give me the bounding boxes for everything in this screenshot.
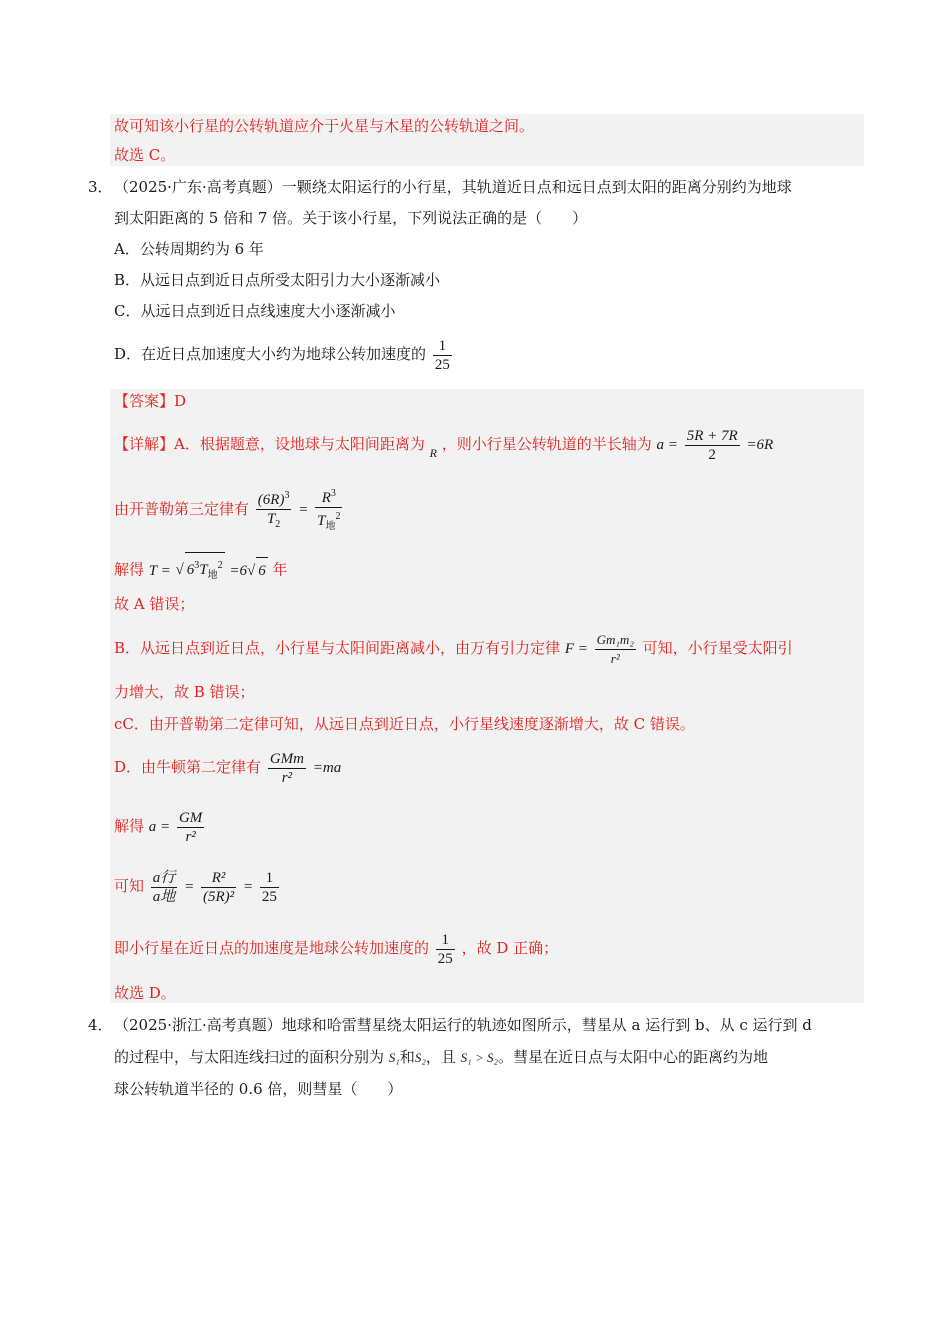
q3-detail-line12: 故选 D。 — [114, 984, 176, 1002]
q3-detail-line10: 可知 $\frac{\text{a行}}{\text{a地}}$ = $\frac{\text{R²}}{\text{(5R)²}}$ = $\frac{1}{25}$ — [114, 869, 277, 905]
q3-option-d-text: D．在近日点加速度大小约为地球公转加速度的 — [114, 345, 427, 363]
kepler-left-fraction: $\frac{(6R)^3}{T_2}$ — [256, 487, 292, 534]
q3-detail-line1: 【详解】A．根据题意，设地球与太阳间距离为 R ，则小行星公转轨道的半长轴为 a = $\frac{5R + 7R}{2}$ =6R — [114, 427, 774, 463]
q4-stem-line3: 球公转轨道半径的 0.6 倍，则彗星（ ） — [114, 1080, 403, 1098]
acceleration-fraction: $\frac{GM}{\text{r²}}$ — [178, 809, 203, 845]
ratio-fraction-2: $\frac{\text{R²}}{\text{(5R)²}}$ — [203, 869, 235, 905]
q3-detail-line2: 由开普勒第三定律有 $\frac{(6R)^3}{T_2}$ = $\frac{R^3}{T_地^2}$ — [114, 484, 344, 536]
q3-detail-line4: 故 A 错误； — [114, 595, 195, 613]
q3-option-d-fraction: $\frac{1}{25}$ — [434, 337, 450, 373]
q3-option-b[interactable]: B．从远日点到近日点所受太阳引力大小逐渐减小 — [114, 271, 441, 289]
q3-detail-line8: D．由牛顿第二定律有 $\frac{\text{GMm}}{\text{r²}}$ =ma — [114, 750, 342, 786]
conclusion-line: 故可知该小行星的公转轨道应介于火星与木星的公转轨道之间。 — [114, 117, 535, 135]
q3-option-d[interactable] — [114, 332, 454, 376]
q3-detail-line6: 力增大，故 B 错误； — [114, 683, 255, 701]
ratio-fraction-1: $\frac{\text{a行}}{\text{a地}}$ — [152, 869, 176, 905]
q3-detail-line7: cC．由开普勒第二定律可知，从远日点到近日点，小行星线速度逐渐增大，故 C 错误。 — [114, 715, 695, 733]
gravitation-fraction: $\frac{\text{Gm₁m₂}}{\text{r²}}$ — [596, 631, 634, 666]
conclusion-fraction: $\frac{1}{25}$ — [437, 931, 453, 967]
ratio-fraction-3: $\frac{1}{25}$ — [261, 869, 277, 905]
q3-detail-line9: 解得 a = $\frac{GM}{\text{r²}}$ — [114, 809, 203, 845]
q3-stem-line2: 到太阳距离的 5 倍和 7 倍。关于该小行星，下列说法正确的是（ ） — [114, 209, 588, 227]
choice-line: 故选 C。 — [114, 146, 176, 164]
question-number-4: 4． — [88, 1016, 113, 1034]
q3-option-c[interactable]: C．从远日点到近日点线速度大小逐渐减小 — [114, 302, 396, 320]
q3-detail-line3: 解得 T = √ $6^3T_地^2 =6√$ 6 年 — [114, 552, 288, 589]
newton-fraction: $\frac{\text{GMm}}{\text{r²}}$ — [269, 750, 304, 786]
q3-option-a[interactable]: A．公转周期约为 6 年 — [114, 240, 264, 258]
kepler-right-fraction: $\frac{R^3}{T_地^2}$ — [315, 485, 342, 536]
question-number-3: 3． — [88, 178, 113, 196]
q3-detail-line5: B．从远日点到近日点，小行星与太阳间距离减小，由万有引力定律 F = $\frac{\text{Gm₁m₂}}{\text{r²}}$ 可知，小行星受太阳引 — [114, 631, 793, 666]
q4-stem-line2: 的过程中，与太阳连线扫过的面积分别为 S₁和S₂，且 S₁ > S₂。彗星在近日点与太阳中心的距离约为地 — [114, 1048, 768, 1066]
q3-stem-line1: （2025·广东·高考真题）一颗绕太阳运行的小行星，其轨道近日点和远日点到太阳的距离分别约为地球 — [114, 178, 792, 196]
period-root: √ $6^3T_地^2$ — [176, 552, 225, 589]
q4-stem-line1: （2025·浙江·高考真题）地球和哈雷彗星绕太阳运行的轨迹如图所示，彗星从 a 运行到 b、从 c 运行到 d — [114, 1016, 812, 1034]
q3-answer: 【答案】D — [114, 392, 187, 410]
semi-major-axis-fraction: $\frac{5R + 7R}{2}$ — [686, 427, 738, 463]
q3-detail-line11: 即小行星在近日点的加速度是地球公转加速度的 $\frac{1}{25}$ ，故 D 正确； — [114, 931, 559, 967]
